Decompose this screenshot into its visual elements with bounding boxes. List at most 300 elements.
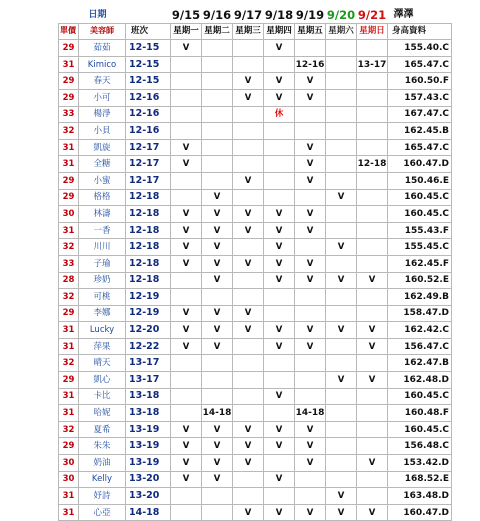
price-cell: 32 [59,239,79,256]
stylist-name: 格格 [79,189,126,206]
day-cell [264,56,295,73]
day-cell [233,289,264,306]
price-cell: 31 [59,488,79,505]
price-cell: 31 [59,56,79,73]
day-cell: V [264,206,295,223]
day-cell [264,139,295,156]
day-cell: V [264,239,295,256]
stylist-name: 全糖 [79,156,126,173]
day-cell [357,488,388,505]
shift-cell: 12-18 [126,189,171,206]
day-cell [295,305,326,322]
profile-cell: 162.49.B [388,289,452,306]
day-cell [171,289,202,306]
day-cell: V [357,272,388,289]
stylist-name: 川川 [79,239,126,256]
table-row [59,106,452,123]
day-cell: V [326,189,357,206]
schedule-sheet [58,7,452,521]
day-cell [357,189,388,206]
profile-cell: 160.45.C [388,189,452,206]
day-cell [171,272,202,289]
price-cell: 33 [59,106,79,123]
day-cell [326,255,357,272]
price-cell: 29 [59,305,79,322]
day-cell [357,405,388,422]
day-cell: V [295,73,326,90]
profile-cell: 168.52.E [388,471,452,488]
stylist-name: 心亞 [79,504,126,521]
day-cell: V [295,504,326,521]
day-cell [202,106,233,123]
day-cell: V [171,206,202,223]
day-cell [202,172,233,189]
info-title: 澤澤 [388,7,452,23]
shift-cell: 12-15 [126,40,171,57]
day-cell: V [233,421,264,438]
table-row [59,123,452,140]
day-cell [264,172,295,189]
day-cell: V [326,322,357,339]
day-cell [357,222,388,239]
day-cell: V [202,189,233,206]
date-1: 9/15 [171,7,201,22]
stylist-header: 美容師 [79,23,126,40]
price-cell: 31 [59,139,79,156]
day-cell [202,89,233,106]
day-cell [326,305,357,322]
shift-cell: 13-18 [126,405,171,422]
table-row [59,405,452,422]
day-cell: V [326,488,357,505]
day-cell: V [202,438,233,455]
price-cell: 29 [59,40,79,57]
day-cell [357,471,388,488]
stylist-name: 子瑜 [79,255,126,272]
stylist-name: 一香 [79,222,126,239]
day-cell: 休 [264,106,295,123]
table-row [59,222,452,239]
table-row [59,139,452,156]
day-cell [264,305,295,322]
shift-header: 班次 [126,23,171,40]
shift-cell: 12-16 [126,123,171,140]
day-cell: 14-18 [202,405,233,422]
day-cell: V [233,206,264,223]
day-cell [295,289,326,306]
day-cell: V [233,255,264,272]
weekday-1: 星期一 [171,23,202,40]
day-cell [326,355,357,372]
weekday-7: 星期日 [357,23,388,40]
price-cell: 32 [59,123,79,140]
price-cell: 32 [59,355,79,372]
day-cell [202,355,233,372]
day-cell: V [295,89,326,106]
day-cell [202,73,233,90]
day-cell: V [171,421,202,438]
day-cell [295,189,326,206]
profile-cell: 156.48.C [388,438,452,455]
day-cell: V [171,139,202,156]
day-cell [326,139,357,156]
day-cell [202,40,233,57]
day-cell: V [233,89,264,106]
table-row [59,372,452,389]
day-cell [233,139,264,156]
day-cell [326,106,357,123]
day-cell [326,388,357,405]
day-cell: V [295,206,326,223]
profile-cell: 160.45.C [388,206,452,223]
day-cell [357,239,388,256]
shift-cell: 12-17 [126,139,171,156]
shift-cell: 13-17 [126,372,171,389]
day-cell: V [295,222,326,239]
day-cell [326,471,357,488]
stylist-name: 可桃 [79,289,126,306]
profile-cell: 165.47.C [388,56,452,73]
day-cell: V [171,471,202,488]
table-row [59,388,452,405]
stylist-name: 凱旋 [79,139,126,156]
stylist-name: 晴天 [79,355,126,372]
day-cell [326,172,357,189]
weekday-3: 星期三 [233,23,264,40]
shift-cell: 13-19 [126,421,171,438]
day-cell [264,455,295,472]
day-cell [295,471,326,488]
day-cell: V [233,438,264,455]
day-cell [233,40,264,57]
price-cell: 29 [59,172,79,189]
day-cell: V [233,305,264,322]
day-cell [202,388,233,405]
day-cell: V [264,255,295,272]
day-cell [326,222,357,239]
shift-cell: 13-20 [126,488,171,505]
day-cell [326,73,357,90]
date-4: 9/18 [264,7,294,22]
profile-cell: 162.47.B [388,355,452,372]
day-cell [264,189,295,206]
profile-cell: 156.47.C [388,338,452,355]
day-cell [171,488,202,505]
day-cell [202,156,233,173]
stylist-name: Kimico [79,56,126,73]
day-cell [202,372,233,389]
day-cell: V [357,372,388,389]
profile-cell: 165.47.C [388,139,452,156]
day-cell: V [171,255,202,272]
day-cell [233,272,264,289]
day-cell [264,156,295,173]
day-cell [233,488,264,505]
day-cell: V [264,272,295,289]
day-cell [264,405,295,422]
day-cell: V [233,73,264,90]
shift-cell: 12-17 [126,172,171,189]
day-cell [295,40,326,57]
table-row [59,272,452,289]
day-cell: V [357,455,388,472]
profile-cell: 155.45.C [388,239,452,256]
day-cell [233,239,264,256]
day-cell: V [357,338,388,355]
day-cell: V [233,222,264,239]
table-row [59,504,452,521]
day-cell [357,139,388,156]
shift-cell: 12-15 [126,56,171,73]
day-cell: V [171,40,202,57]
price-cell: 31 [59,405,79,422]
profile-cell: 160.48.F [388,405,452,422]
day-cell [202,289,233,306]
day-cell [326,123,357,140]
price-cell: 29 [59,372,79,389]
day-cell [264,372,295,389]
price-cell: 33 [59,255,79,272]
shift-cell: 12-17 [126,156,171,173]
date-7: 9/21 [357,7,387,22]
day-cell: V [171,239,202,256]
day-cell [326,156,357,173]
shift-cell: 12-20 [126,322,171,339]
day-cell [264,355,295,372]
day-cell [202,56,233,73]
shift-cell: 12-18 [126,222,171,239]
table-row [59,338,452,355]
day-cell: V [357,504,388,521]
weekday-2: 星期二 [202,23,233,40]
day-cell: V [295,438,326,455]
day-cell [357,438,388,455]
date-6: 9/20 [326,7,356,22]
day-cell: V [326,504,357,521]
day-cell [326,438,357,455]
profile-cell: 160.45.C [388,421,452,438]
day-cell [202,488,233,505]
price-cell: 29 [59,189,79,206]
day-cell: V [202,471,233,488]
table-row [59,172,452,189]
day-cell [295,355,326,372]
day-cell [295,372,326,389]
day-cell [233,156,264,173]
stylist-name: 凱心 [79,372,126,389]
shift-cell: 12-22 [126,338,171,355]
weekday-4: 星期四 [264,23,295,40]
price-cell: 31 [59,322,79,339]
day-cell [233,189,264,206]
price-cell: 30 [59,206,79,223]
profile-cell: 160.47.D [388,156,452,173]
profile-cell: 160.47.D [388,504,452,521]
day-cell [326,405,357,422]
day-cell [264,289,295,306]
day-cell: V [326,272,357,289]
table-row [59,156,452,173]
day-cell [171,355,202,372]
day-cell: 13-17 [357,56,388,73]
day-cell [264,123,295,140]
day-cell [233,56,264,73]
stylist-name: 小可 [79,89,126,106]
day-cell: V [264,40,295,57]
date-3: 9/17 [233,7,263,22]
day-cell [171,89,202,106]
day-cell: V [264,89,295,106]
day-cell [357,355,388,372]
price-cell: 31 [59,338,79,355]
day-cell: V [202,421,233,438]
shift-cell: 12-18 [126,239,171,256]
day-cell [171,123,202,140]
shift-cell: 14-18 [126,504,171,521]
day-cell [326,56,357,73]
table-row [59,56,452,73]
stylist-name: 哈妮 [79,405,126,422]
day-cell [357,73,388,90]
day-cell [326,89,357,106]
shift-cell: 12-15 [126,73,171,90]
day-cell: V [264,421,295,438]
day-cell: V [264,471,295,488]
day-cell [357,206,388,223]
stylist-name: 春天 [79,73,126,90]
profile-cell: 160.52.E [388,272,452,289]
day-cell [357,305,388,322]
day-cell: V [295,322,326,339]
day-cell: V [202,338,233,355]
day-cell: V [202,322,233,339]
day-cell [233,388,264,405]
stylist-name: 楊淨 [79,106,126,123]
day-cell: V [171,156,202,173]
table-row [59,289,452,306]
day-cell: V [171,305,202,322]
profile-cell: 158.47.D [388,305,452,322]
day-cell [295,106,326,123]
day-cell [326,206,357,223]
profile-cell: 160.45.C [388,388,452,405]
day-cell: V [264,338,295,355]
shift-cell: 12-19 [126,305,171,322]
day-cell: 12-18 [357,156,388,173]
table-row [59,73,452,90]
day-cell: V [357,322,388,339]
date-2: 9/16 [202,7,232,22]
day-cell: V [233,504,264,521]
shift-cell: 13-19 [126,438,171,455]
stylist-name: 珍奶 [79,272,126,289]
table-row [59,255,452,272]
price-cell: 28 [59,272,79,289]
price-cell: 29 [59,89,79,106]
table-row [59,355,452,372]
day-cell [171,56,202,73]
day-cell [233,471,264,488]
profile-cell: 155.43.F [388,222,452,239]
day-cell [202,504,233,521]
table-row [59,471,452,488]
day-cell [171,172,202,189]
stylist-name: 茹茹 [79,40,126,57]
price-header: 單價 [59,23,79,40]
stylist-name: Kelly [79,471,126,488]
day-cell: V [171,455,202,472]
day-cell [171,106,202,123]
day-cell: V [264,388,295,405]
day-cell [171,388,202,405]
shift-cell: 13-18 [126,388,171,405]
table-row [59,206,452,223]
shift-cell: 13-17 [126,355,171,372]
day-cell: V [264,322,295,339]
shift-cell: 12-19 [126,289,171,306]
stylist-name: 卡比 [79,388,126,405]
stylist-name: 小貝 [79,123,126,140]
profile-cell: 162.45.B [388,123,452,140]
weekday-5: 星期五 [295,23,326,40]
day-cell: V [233,322,264,339]
shift-cell: 13-19 [126,455,171,472]
day-cell: V [233,455,264,472]
day-cell [202,139,233,156]
price-cell: 32 [59,421,79,438]
day-cell: V [295,272,326,289]
day-cell [326,338,357,355]
stylist-name: 李娜 [79,305,126,322]
price-cell: 31 [59,156,79,173]
blank-cell [59,7,79,23]
day-cell: V [295,255,326,272]
day-cell [357,40,388,57]
shift-cell: 12-16 [126,89,171,106]
price-cell: 29 [59,73,79,90]
day-cell: V [326,372,357,389]
day-cell: V [171,322,202,339]
table-row [59,438,452,455]
price-cell: 32 [59,289,79,306]
profile-cell: 162.45.F [388,255,452,272]
day-cell: 12-16 [295,56,326,73]
table-row [59,40,452,57]
day-cell: V [202,206,233,223]
day-cell: V [171,338,202,355]
info-header: 身高資料 [388,23,452,40]
shift-cell: 13-20 [126,471,171,488]
profile-cell: 167.47.C [388,106,452,123]
day-cell [295,388,326,405]
shift-cell: 12-18 [126,255,171,272]
day-cell: V [295,156,326,173]
day-cell [171,504,202,521]
day-cell: V [264,504,295,521]
day-cell: V [295,172,326,189]
day-cell [233,355,264,372]
day-cell [357,106,388,123]
day-cell: V [233,172,264,189]
day-cell [171,405,202,422]
day-cell [171,189,202,206]
day-cell [326,421,357,438]
profile-cell: 150.46.E [388,172,452,189]
day-cell: V [202,255,233,272]
day-cell [233,338,264,355]
day-cell: V [295,338,326,355]
profile-cell: 153.42.D [388,455,452,472]
